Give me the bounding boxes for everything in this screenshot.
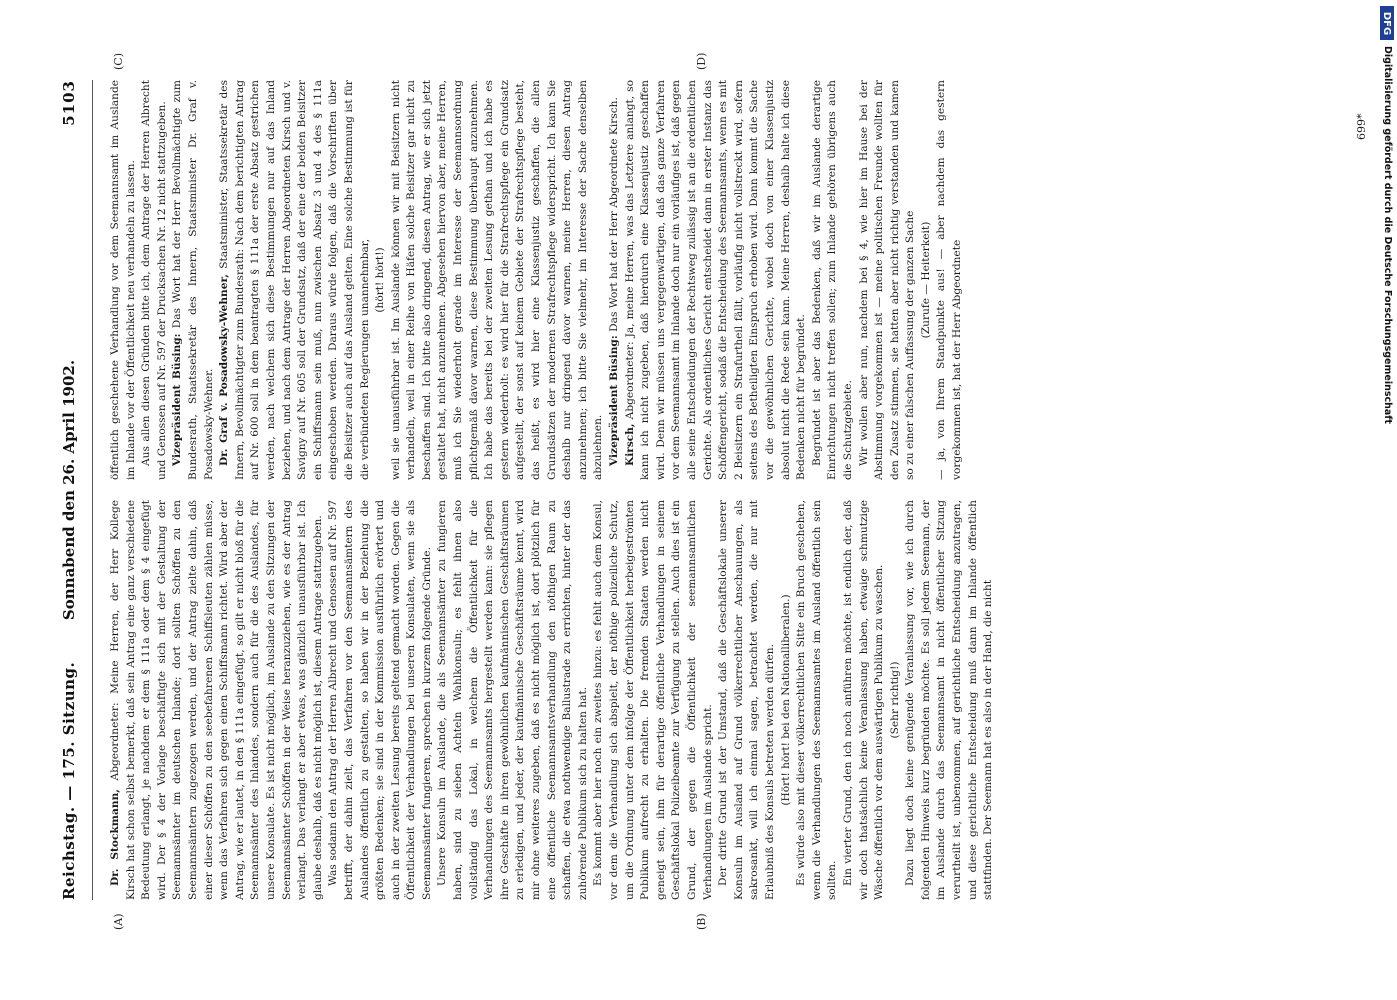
dfg-logo [1380, 6, 1394, 40]
paragraph-text: Staatsminister, Staatssekretär des Innern, Bevollmächtigter zum Bundesrath: Nach dem berichtigten Antrag auf Nr. 600 soll in dem beantragten § 111a der erste Absatz gestrichen werden, nach welchem sich diese Bestimmungen nur auf das Inland beziehen, und nach dem Antrage der Herren Abgeordneten Kirsch und v. Savigny auf Nr. 605 soll der Grundsatz, daß der eine der beiden Beisitzer ein Schiffsmann sein muß, nun zwischen Absatz 3 und 4 des § 111a eingeschoben werden. Daraus würde folgen, daß die Vorschriften über die Beisitzer auch auf das Ausland gelten. Eine solche Bestimmung ist für die verbündeten Regierungen unannehmbar, [218, 80, 371, 480]
paragraph: — ja, von Ihrem Standpunkte aus! — aber nachdem das gestern vorgekommen ist, hat der Herr Abgeordnete [935, 80, 964, 480]
page-header [60, 80, 90, 900]
header-date: Sonnabend den 26. April 1902. [60, 359, 78, 621]
paragraph-text: Das Wort hat der Herr Bevollmächtigte zum Bundesrath, Staatssekretär des Innern, Staatsminister Dr. Graf v. Posadowsky-Wehner. [171, 80, 215, 480]
paragraph [217, 80, 373, 480]
digitization-banner [1380, 4, 1394, 996]
paragraph: Es kommt aber hier noch ein zweites hinzu: es fehlt auch dem Konsul, vor dem die Verhandlung sich abspielt, der nöthige polizeiliche Schutz, um die Ordnung unter dem infolge der Öffentlichkeit herbeigeströmten Publikum aufrecht zu erhalten. Die fremden Staaten werden nicht geneigt sein, ihm für derartige öffentliche Verhandlungen in seinem Geschäftslokal Polizeibeamte zur Verfügung zu stellen. Auch dies ist ein Grund, der gegen die Öffentlichkeit der seemannsamtlichen Verhandlungen im Auslande spricht. [592, 500, 714, 900]
margin-mark-a: (A) [112, 913, 125, 930]
paragraph: Wir wollen aber nun, nachdem bei § 4, wie hier im Hause bei der Abstimmung vorgekommen ist — meine politischen Freunde wollten für den Zusatz stimmen, sie hatten aber nicht richtig verstanden und kamen so zu einer falschen Auffassung der ganzen Sache [857, 80, 917, 480]
paragraph: Dazu liegt doch keine genügende Veranlassung vor, wie ich durch folgenden Hinweis kurz begründen möchte. Es soll jedem Seemann, der im Auslande durch das Seemannsamt in nicht öffentlicher Sitzung verurtheilt ist, unbenommen, auf gerichtliche Entscheidung anzutragen, und diese gerichtliche Entscheidung muß dann im Inlande öffentlich stattfinden. Der Seemann hat es also in der Hand, die nicht [904, 500, 995, 900]
paragraph: Was sodann den Antrag der Herren Albrecht und Genossen auf Nr. 597 betrifft, der dahin zielt, das Verfahren vor den Seemannsämtern des Auslandes öffentlich zu gestalten, so haben wir in der Beziehung die größten Bedenken; sie sind in der Kommission ausführlich erörtert und auch in der zweiten Lesung bereits geltend gemacht worden. Gegen die Öffentlichkeit der Verhandlungen bei unseren Konsulaten, wenn sie als Seemannsämter fungieren, sprechen in kurzem folgende Gründe. [327, 500, 433, 900]
margin-mark-b: (B) [695, 913, 708, 930]
speaker-name: Dr. Stockmann, [109, 789, 121, 886]
sheet-signature: 699* [1355, 113, 1368, 140]
paragraph: Unsere Konsuln im Auslande, die als Seemannsämter zu fungieren haben, sind zu sieben Achteln Wahlkonsuln; es fehlt ihnen also vollständig das Lokal, in welchem die Öffentlichkeit für die Verhandlungen des Seemannsamts hergestellt werden kann: sie pflegen ihre Geschäfte in ihren gewöhnlichen kaufmännischen Geschäftsräumen zu erledigen, und jeder, der kaufmännische Geschäftsräume kennt, wird mir ohne weiteres zugeben, daß es nicht möglich ist, dort plötzlich für eine öffentliche Seemannsamtsverhandlung den nöthigen Raum zu schaffen, die etwa nothwendige Ballustrade zu errichten, hinter der das zuhörende Publikum sich zu halten hat. [436, 500, 589, 900]
paragraph: Der dritte Grund ist der Umstand, daß die Geschäftslokale unserer Konsuln im Ausland auf Grund völkerrechtlicher Anschauungen, als sakrosankt, will ich einmal sagen, betrachtet werden, die nur mit Erlaubniß des Konsuls betreten werden dürfen. [717, 500, 776, 900]
speaker-name: Kirsch, [623, 423, 636, 466]
speaker-name: Vizepräsident Büsing: [171, 333, 184, 466]
interjection: (Sehr richtig!) [888, 661, 901, 739]
speaker-name: Dr. Graf v. Posadowsky-Wehner, [218, 274, 231, 466]
paragraph: Es würde also mit dieser völkerrechtlichen Sitte ein Bruch geschehen, wenn die Verhandlungen des Seemannsamtes im Ausland öffentlich sein sollten. [795, 500, 839, 900]
paragraph: öffentlich geschehene Verhandlung vor dem Seemannsamt im Auslande im Inlande vor der Öffentlichkeit neu verhandeln zu lassen. [109, 80, 137, 480]
paragraph: Ein vierter Grund, den ich noch anführen möchte, ist endlich der, daß wir doch thatsächlich keine Veranlassung haben, etwaige schmutzige Wäsche öffentlich vor dem auswärtigen Publikum zu waschen. [841, 500, 886, 900]
paragraph [170, 80, 217, 480]
paragraph: weil sie unausführbar ist. Im Auslande können wir mit Beisitzern nicht verhandeln, weil in einer Reihe von Häfen solche Beisitzer gar nicht zu beschaffen sind. Ich bitte also dringend, diesen Antrag, wie er sich jetzt gestaltet hat, nicht anzunehmen. Abgesehen hiervon aber, meine Herren, muß ich Sie wiederholt gerade im Interesse der Seemannsordnung pflichtgemäß davor warnen, diese Bestimmung überhaupt anzunehmen. Ich habe das bereits bei der zweiten Lesung gethan und ich habe es gestern wiederholt: es wird hier für die Strafrechtspflege ein Grundsatz aufgestellt, der sonst auf keinem Gebiete der Strafrechtspflege besteht, das heißt, es wird hier eine Klassenjustiz geschaffen, die allen Grundsätzen der modernen Strafrechtspflege widerspricht. Ich kann Sie deshalb nur dringend davor warnen, meine Herren, diesen Antrag anzunehmen; ich bitte Sie vielmehr, im Interesse der Sache denselben abzulehnen. [389, 80, 605, 480]
paragraph [607, 80, 623, 480]
paragraph [108, 500, 326, 900]
margin-mark-d: (D) [695, 52, 708, 70]
paragraph [623, 80, 810, 480]
funding-notice-wrap [1380, 46, 1394, 546]
speaker-name: Vizepräsident Büsing: [608, 335, 620, 466]
funding-notice: Digitalisierung gefördert durch die Deutsche Forschungsgemeinschaft [1382, 46, 1393, 424]
dfg-logo-text: DFG [1381, 11, 1393, 35]
left-column [108, 500, 1348, 900]
paragraph-text: Abgeordneter: Meine Herren, der Herr Kollege Kirsch hat schon selbst bemerkt, daß sein Antrag eine ganz verschiedene Bedeutung erlangt, je nachdem er dem § 111a oder dem § 4 eingefügt wird. Der § 4 der Vorlage beschäftigte sich mit der Gestaltung der Seemannsämter im deutschen Inlande; dort sollten Schöffen zu den Seemannsämtern zugezogen werden, und der Antrag zielte dahin, daß einer dieser Schöffen zu den seebefahrenen Schiffsleuten zählen müsse, wenn das Verfahren sich gegen einen Schiffsmann richtet. Wird aber der Antrag, wie er lautet, in den § 111a eingefügt, so gilt er nicht bloß für die Seemannsämter des Inlandes, sondern auch für die des Auslandes, für unsere Konsulate. Es ist nicht möglich, im Auslande zu den Sitzungen der Seemannsämter Schöffen in der Weise heranzuziehen, wie es der Antrag verlangt. Das verlangt er aber etwas, was gänzlich unausführbar ist. Ich glaube deshalb, daß es nicht möglich ist, diesem Antrage stattzugeben. [109, 500, 324, 900]
paragraph-text: Abgeordneter: Ja, meine Herren, was das Letztere anlangt, so kann ich nicht zugeben, daß hierdurch eine Klassenjustiz geschaffen wird. Denn wir müssen uns vergegenwärtigen, daß das ganze Verfahren vor dem Seemannsamt im Inlande doch nur ein vorläufiges ist, daß gegen alle seine Entscheidungen der Rechtsweg zulässig ist an die ordentlichen Gerichte. Als ordentliches Gericht entscheidet dann in erster Instanz das Schöffengericht, sodaß die Entscheidung des Seemannsamts, wenn es mit 2 Beisitzern ein Strafurtheil fällt, vorläufig nicht vollstreckt wird, sofern seitens des Betheiligten Einspruch erhoben wird. Dann kommt die Sache vor die gewöhnlichen Gerichte, wobei doch von einer Klassenjustiz absolut nicht die Rede sein kann. Meine Herren, deshalb halte ich diese Bedenken nicht für begründet. [623, 80, 808, 480]
header-rule [92, 80, 93, 900]
interjection: (hört! hört!) [374, 247, 387, 313]
right-column [108, 80, 1348, 480]
interjection: (Zurufe — Heiterkeit) [919, 221, 932, 339]
paragraph: Begründet ist aber das Bedenken, daß wir im Auslande derartige Einrichtungen nicht treffen sollen; zum Inlande gehören übrigens auch die Schutzgebiete. [810, 80, 854, 480]
paragraph: Aus allen diesen Gründen bitte ich, dem Antrage der Herren Albrecht und Genossen auf Nr. 597 der Drucksachen Nr. 12 nicht stattzugeben. [140, 80, 168, 480]
header-title: Reichstag. — 175. Sitzung. [60, 661, 78, 900]
interjection: (Hört! hört! bei den Nationalliberalen.) [779, 594, 792, 806]
margin-mark-c: (C) [112, 53, 125, 70]
page-number: 5103 [60, 80, 78, 126]
paragraph-text: Das Wort hat der Herr Abgeordnete Kirsch. [608, 97, 620, 332]
